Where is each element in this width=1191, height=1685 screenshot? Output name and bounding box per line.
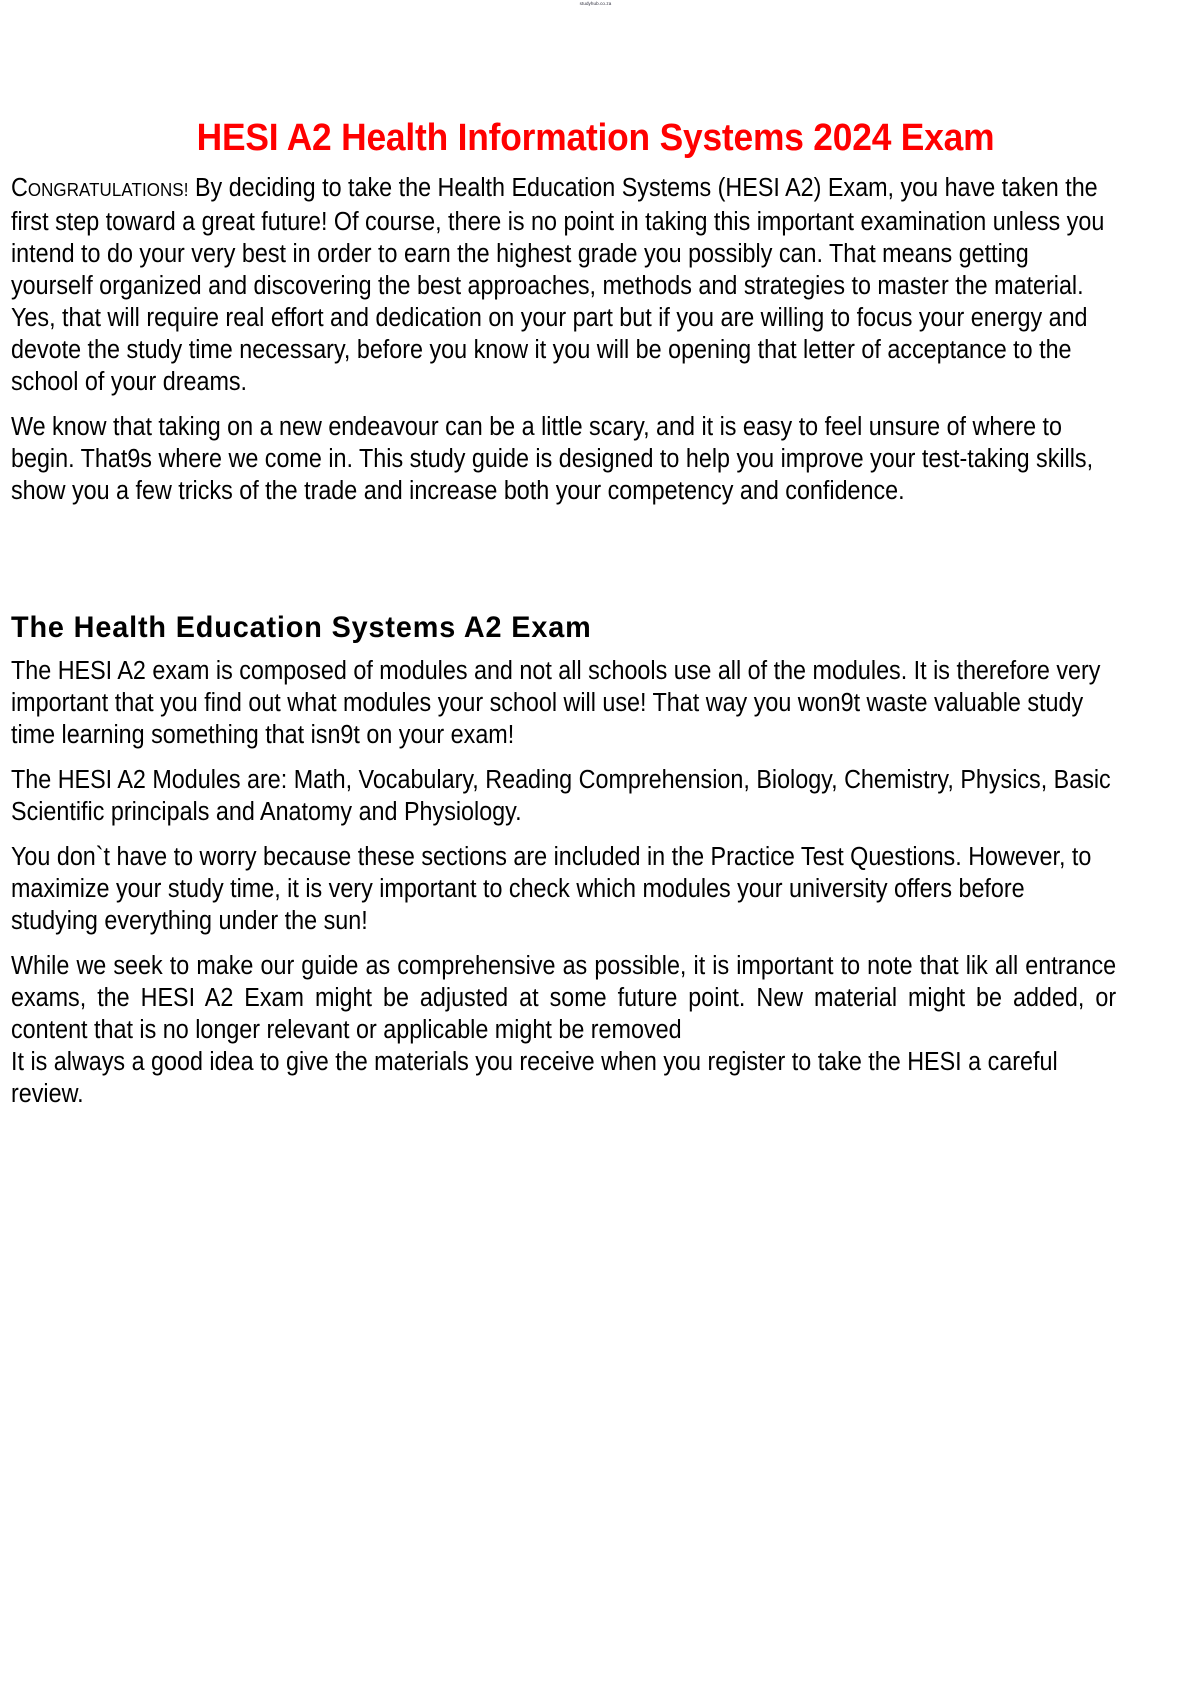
section-final-paragraph: [11, 950, 1116, 1110]
final-paragraph-main: While we seek to make our guide as comprehensive as possible, it is important to note that lik all entrance exams, the HESI A2 Exam might be adjusted at some future point. New material might be added, or content that is no longer relevant or applicable might be removed: [11, 952, 1117, 1044]
congratulations-lead: [11, 174, 188, 202]
section-paragraph-3: You don`t have to worry because these sections are included in the Practice Test Questions. However, to maximize your study time, it is very important to check which modules your university offers before studying everything under the sun!: [11, 843, 1092, 935]
lead-small-caps: ONGRATULATIONS!: [27, 179, 189, 200]
final-paragraph-last-lines: It is always a good idea to give the materials you receive when you register to take the HESI a careful review.: [11, 1048, 1058, 1108]
intro-section: [11, 172, 1116, 520]
exam-section: [11, 655, 1116, 1123]
intro-paragraph-1-body: By deciding to take the Health Education Systems (HESI A2) Exam, you have taken the first step toward a great future! Of course, there is no point in taking this important examination unless you intend to do your very best in order to earn the highest grade you possibly can. That means getting yourself organized and discovering the best approaches, methods and strategies to master the material. Yes, that will require real effort and dedication on your part but if you are willing to focus your energy and devote the study time necessary, before you know it you will be opening that letter of acceptance to the school of your dreams.: [11, 174, 1105, 396]
page-title: HESI A2 Health Information Systems 2024 Exam: [196, 117, 995, 159]
section-paragraph-2: The HESI A2 Modules are: Math, Vocabulary, Reading Comprehension, Biology, Chemistry, Physics, Basic Scientific principals and Anatomy and Physiology.: [11, 766, 1111, 826]
lead-first-letter: C: [11, 174, 28, 202]
intro-paragraph-1: [11, 172, 1116, 398]
intro-paragraph-2: We know that taking on a new endeavour can be a little scary, and it is easy to feel unsure of where to begin. That9s where we come in. This study guide is designed to help you improve your test-taking skills, show you a few tricks of the trade and increase both your competency and confidence.: [11, 413, 1094, 505]
section-paragraph-1: The HESI A2 exam is composed of modules and not all schools use all of the modules. It is therefore very important that you find out what modules your school will use! That way you won9t waste valuable study time learning something that isn9t on your exam!: [11, 657, 1101, 749]
page-watermark: studyhub.co.za: [579, 1, 612, 6]
section-heading: The Health Education Systems A2 Exam: [11, 611, 592, 644]
